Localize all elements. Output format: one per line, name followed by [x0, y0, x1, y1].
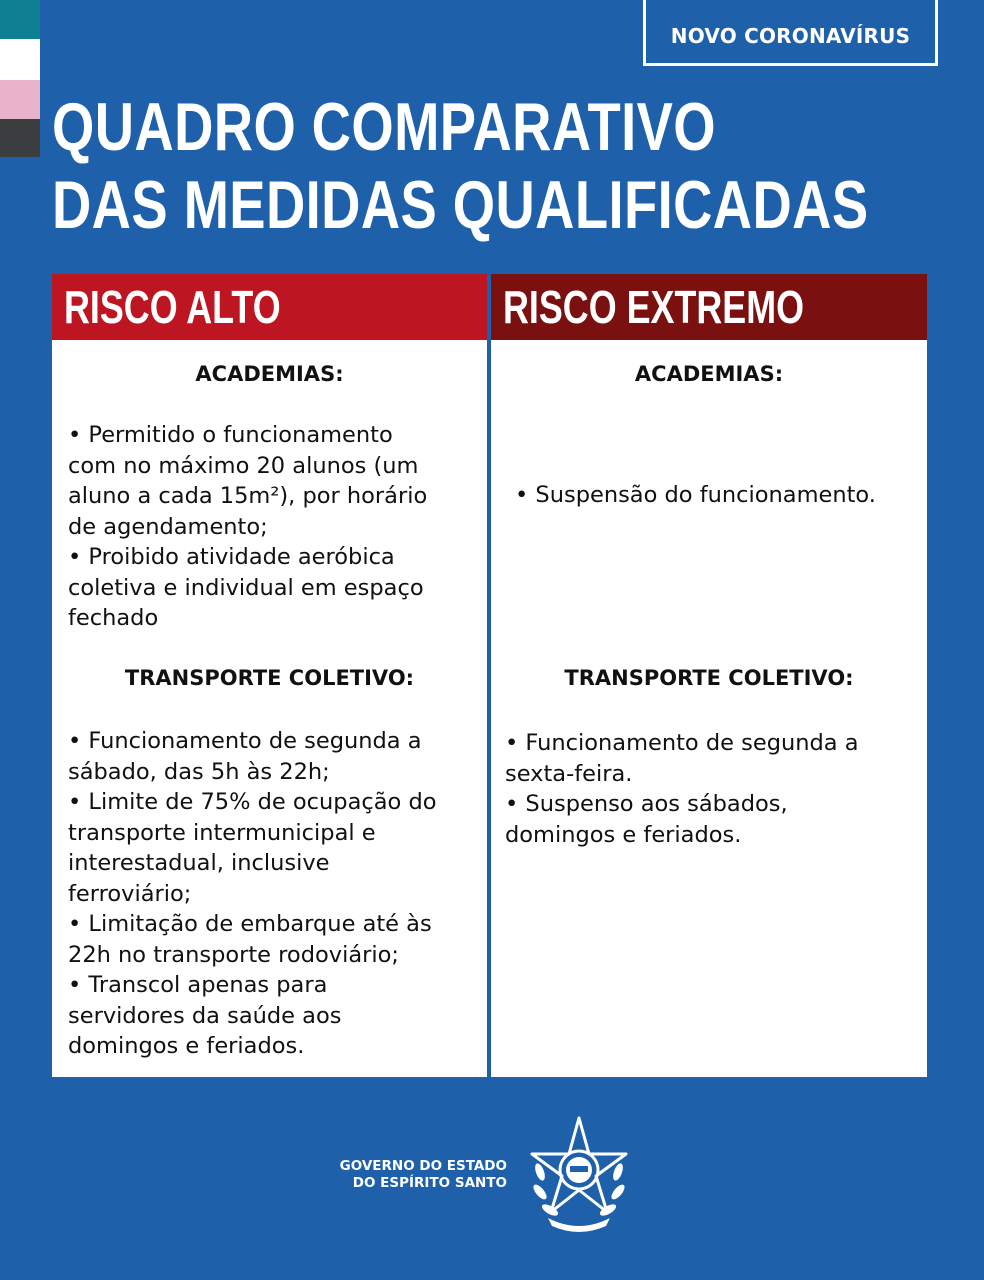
text-line: 22h no transporte rodoviário; [68, 941, 399, 968]
text-line: • Limite de 75% de ocupação do [68, 789, 437, 815]
text-line: de agendamento; [68, 513, 268, 540]
government-name-line-2: DO ESPÍRITO SANTO [352, 1175, 507, 1191]
text-line: interestadual, inclusive [68, 850, 330, 876]
text-line: coletiva e individual em espaço [68, 574, 424, 601]
text-line: • Proibido atividade aeróbica [68, 544, 395, 570]
title-line-2: DAS MEDIDAS QUALIFICADAS [52, 167, 869, 243]
state-coat-of-arms-icon [526, 1114, 632, 1234]
color-stripe-dark [0, 119, 40, 157]
transport-text-extreme [505, 728, 859, 850]
header-high-risk: RISCO ALTO [52, 274, 487, 340]
text-line: sábado, das 5h às 22h; [68, 758, 330, 785]
text-line: • Permitido o funcionamento [68, 422, 393, 448]
header-extreme-risk: RISCO EXTREMO [491, 274, 927, 340]
text-line: • Funcionamento de segunda a [505, 730, 859, 756]
text-line: ferroviário; [68, 880, 192, 907]
page-title [52, 88, 869, 244]
text-line: sexta-feira. [505, 760, 633, 787]
gyms-title-extreme: ACADEMIAS: [634, 362, 784, 386]
government-name [322, 1158, 507, 1192]
gyms-title-high: ACADEMIAS: [195, 362, 344, 386]
text-line: com no máximo 20 alunos (um [68, 452, 419, 479]
column-extreme-risk [491, 274, 927, 1077]
color-stripe-pink [0, 80, 40, 119]
comparison-table [52, 274, 928, 1077]
text-line: • Suspenso aos sábados, [505, 791, 788, 817]
text-line: domingos e feriados. [68, 1033, 305, 1059]
transport-title-extreme: TRANSPORTE COLETIVO: [564, 666, 854, 690]
color-stripe-teal [0, 0, 40, 39]
title-line-1: QUADRO COMPARATIVO [52, 89, 717, 165]
transport-text-high [68, 726, 437, 1062]
text-line: servidores da saúde aos [68, 1002, 342, 1029]
gyms-text-extreme [515, 480, 876, 511]
campaign-badge: NOVO CORONAVÍRUS [643, 0, 938, 66]
gyms-text-high [68, 420, 427, 634]
text-line: aluno a cada 15m²), por horário [68, 483, 428, 509]
column-high-risk [52, 274, 487, 1077]
color-stripe-white [0, 39, 40, 80]
text-line: • Limitação de embarque até às [68, 911, 432, 937]
text-line: • Suspensão do funcionamento. [515, 482, 876, 508]
text-line: • Funcionamento de segunda a [68, 728, 422, 754]
transport-title-high: TRANSPORTE COLETIVO: [124, 666, 415, 690]
text-line: fechado [68, 605, 159, 631]
text-line: transporte intermunicipal e [68, 819, 376, 846]
text-line: domingos e feriados. [505, 821, 742, 848]
government-name-line-1: GOVERNO DO ESTADO [339, 1158, 507, 1174]
text-line: • Transcol apenas para [68, 972, 328, 998]
